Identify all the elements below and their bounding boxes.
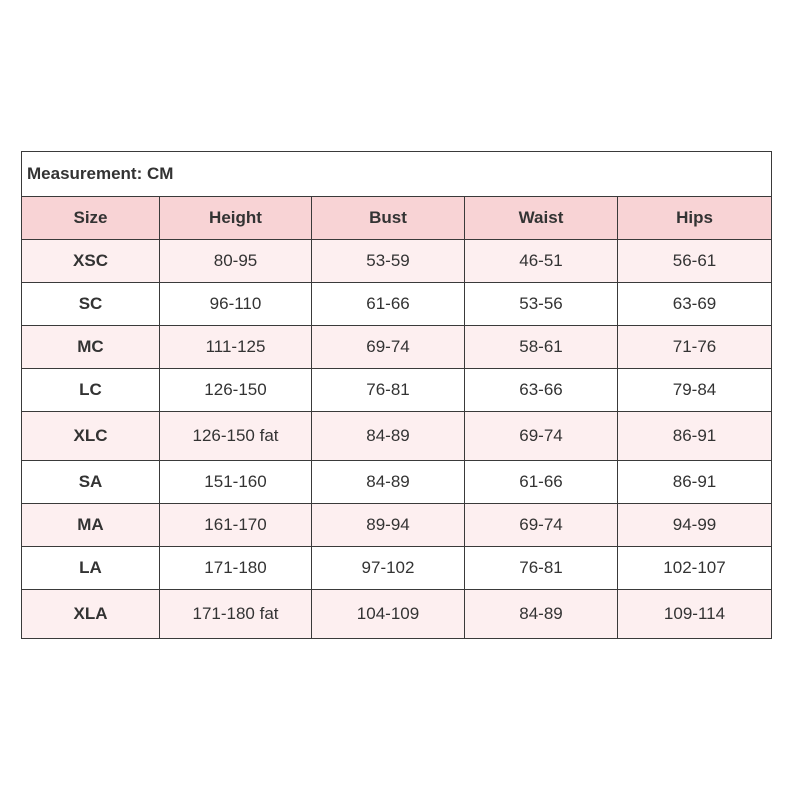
hips-cell: 56-61: [618, 240, 772, 283]
size-cell: MA: [22, 504, 160, 547]
height-cell: 111-125: [160, 326, 312, 369]
waist-cell: 84-89: [465, 590, 618, 639]
waist-cell: 76-81: [465, 547, 618, 590]
height-cell: 126-150 fat: [160, 412, 312, 461]
table-row: [22, 369, 772, 412]
table-row: [22, 504, 772, 547]
size-cell: LC: [22, 369, 160, 412]
hips-cell: 94-99: [618, 504, 772, 547]
header-row: [22, 197, 772, 240]
column-header-size: Size: [22, 197, 160, 240]
waist-cell: 53-56: [465, 283, 618, 326]
height-cell: 171-180 fat: [160, 590, 312, 639]
height-cell: 161-170: [160, 504, 312, 547]
bust-cell: 61-66: [312, 283, 465, 326]
hips-cell: 71-76: [618, 326, 772, 369]
bust-cell: 84-89: [312, 461, 465, 504]
size-cell: XLA: [22, 590, 160, 639]
waist-cell: 46-51: [465, 240, 618, 283]
hips-cell: 79-84: [618, 369, 772, 412]
table-row: [22, 326, 772, 369]
table-row: [22, 283, 772, 326]
table-row: [22, 240, 772, 283]
hips-cell: 109-114: [618, 590, 772, 639]
bust-cell: 104-109: [312, 590, 465, 639]
column-header-waist: Waist: [465, 197, 618, 240]
table-row: [22, 412, 772, 461]
bust-cell: 89-94: [312, 504, 465, 547]
hips-cell: 102-107: [618, 547, 772, 590]
waist-cell: 58-61: [465, 326, 618, 369]
table-row: [22, 547, 772, 590]
height-cell: 151-160: [160, 461, 312, 504]
hips-cell: 63-69: [618, 283, 772, 326]
waist-cell: 61-66: [465, 461, 618, 504]
hips-cell: 86-91: [618, 461, 772, 504]
column-header-height: Height: [160, 197, 312, 240]
size-cell: MC: [22, 326, 160, 369]
size-cell: XLC: [22, 412, 160, 461]
size-cell: XSC: [22, 240, 160, 283]
bust-cell: 84-89: [312, 412, 465, 461]
measurement-caption: Measurement: CM: [22, 152, 772, 197]
waist-cell: 63-66: [465, 369, 618, 412]
height-cell: 80-95: [160, 240, 312, 283]
size-cell: LA: [22, 547, 160, 590]
table-row: [22, 461, 772, 504]
size-cell: SC: [22, 283, 160, 326]
height-cell: 171-180: [160, 547, 312, 590]
bust-cell: 97-102: [312, 547, 465, 590]
column-header-hips: Hips: [618, 197, 772, 240]
table-row: [22, 590, 772, 639]
height-cell: 96-110: [160, 283, 312, 326]
size-chart-table: [21, 151, 772, 639]
bust-cell: 53-59: [312, 240, 465, 283]
height-cell: 126-150: [160, 369, 312, 412]
bust-cell: 69-74: [312, 326, 465, 369]
bust-cell: 76-81: [312, 369, 465, 412]
hips-cell: 86-91: [618, 412, 772, 461]
size-cell: SA: [22, 461, 160, 504]
column-header-bust: Bust: [312, 197, 465, 240]
caption-row: [22, 152, 772, 197]
waist-cell: 69-74: [465, 412, 618, 461]
waist-cell: 69-74: [465, 504, 618, 547]
